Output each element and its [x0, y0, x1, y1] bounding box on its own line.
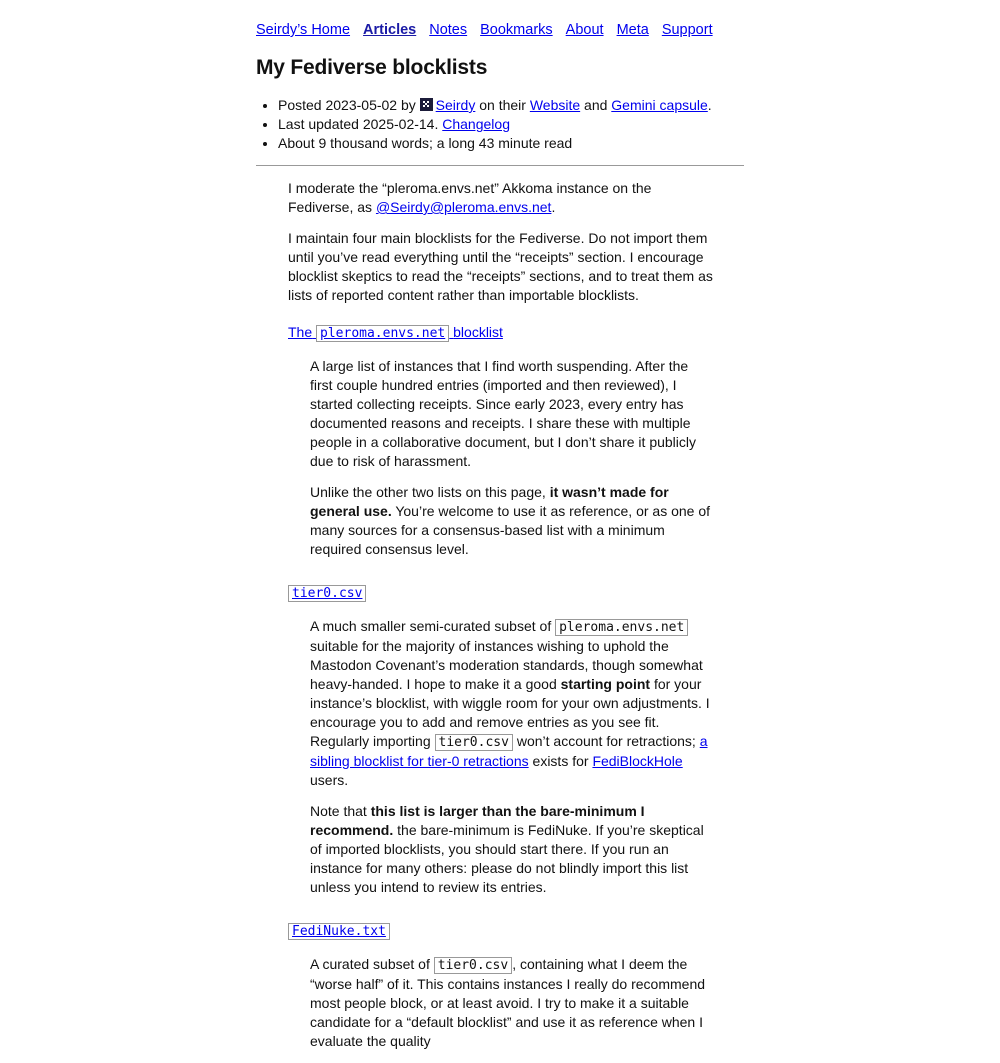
changelog-link[interactable]: Changelog	[442, 116, 510, 132]
para-text: Unlike the other two lists on this page,	[310, 484, 546, 500]
fedinuke-link[interactable]	[288, 922, 390, 938]
intro-paragraph: I moderate the “pleroma.envs.net” Akkoma instance on the Fediverse, as @Seirdy@pleroma.envs.net.	[288, 180, 652, 215]
nav-link-articles[interactable]: Articles	[363, 22, 417, 38]
nav-link-bookmarks[interactable]: Bookmarks	[480, 22, 553, 38]
heading-code: FediNuke.txt	[288, 923, 390, 940]
nav-link-meta[interactable]: Meta	[616, 22, 649, 38]
post-meta	[256, 96, 712, 153]
section-heading-pleroma	[288, 323, 718, 343]
section-heading-tier0	[288, 583, 718, 603]
section-paragraph	[310, 483, 710, 559]
retractions-link[interactable]: a sibling blocklist for tier-0 retractions	[310, 733, 708, 769]
article-body	[288, 179, 718, 1063]
meta-posted	[278, 96, 712, 115]
para-text: A curated subset of	[310, 956, 430, 972]
para-bold: starting point	[560, 676, 651, 692]
section-paragraph	[310, 955, 710, 1051]
gemini-link[interactable]: Gemini capsule	[611, 97, 708, 113]
account-link[interactable]: @Seirdy@pleroma.envs.net	[375, 199, 552, 215]
intro-text: I moderate the “pleroma.envs.net” Akkoma instance on the Fediverse, as	[288, 180, 652, 215]
author-avatar-icon	[420, 98, 433, 111]
nav-link-support[interactable]: Support	[661, 22, 713, 38]
nav-link-notes[interactable]: Notes	[429, 22, 468, 38]
section-paragraph: A large list of instances that I find worth suspending. After the first couple hundred entries (imported and then reviewed), I started collecting receipts. Since early 2023, every entry has documented reasons and receipts. I share these with multiple people in a collaborative document, but I don’t share it publicly due to risk of harassment.	[310, 358, 697, 469]
inline-code: tier0.csv	[435, 734, 513, 751]
para-bold: it wasn’t made for general use.	[310, 484, 669, 519]
meta-text: on their	[479, 97, 526, 113]
heading-code: pleroma.envs.net	[316, 325, 449, 342]
para-text: , containing what I deem the “worse half” of it. This contains instances I really do recommend most people block, or at least avoid. I try to make it a suitable candidate for a “default blocklist” and use it as reference when I evaluate the quality	[310, 956, 706, 1049]
para-bold: this list is larger than the bare-minimum I recommend.	[310, 803, 645, 838]
section-body-pleroma	[310, 357, 710, 559]
heading-text: The	[288, 324, 313, 340]
website-link[interactable]: Website	[529, 97, 581, 113]
heading-text: blocklist	[453, 324, 503, 340]
para-text: Note that	[310, 803, 367, 819]
nav-link-about[interactable]: About	[565, 22, 604, 38]
para-text: users.	[310, 772, 349, 788]
meta-updated	[278, 115, 712, 134]
para-text: A much smaller semi-curated subset of	[310, 618, 552, 634]
section-paragraph	[310, 802, 710, 897]
para-text: You’re welcome to use it as reference, or as one of many sources for a consensus-based list with a minimum required consensus level.	[310, 503, 711, 557]
section-body-fedinuke	[310, 955, 710, 1051]
para-text: exists for	[532, 753, 589, 769]
nav-link-home[interactable]: Seirdy’s Home	[256, 22, 351, 38]
para-text: for your instance’s blocklist, with wiggle room for your own adjustments. I encourage you to add and remove entries as you see fit. Regularly importing	[310, 676, 710, 749]
para-text: won’t account for retractions;	[516, 733, 696, 749]
updated-date: Last updated 2025-02-14.	[278, 116, 439, 132]
author-link[interactable]: Seirdy	[435, 97, 476, 113]
pleroma-blocklist-link[interactable]	[288, 324, 503, 340]
para-text: the bare-minimum is FediNuke. If you’re skeptical of imported blocklists, you should start there. If you run an instance for many others: please do not blindly import this list unless you intend to review its entries.	[310, 822, 704, 895]
section-body-tier0	[310, 617, 710, 897]
page-title: My Fediverse blocklists	[256, 56, 488, 79]
section-paragraph	[310, 617, 710, 790]
divider	[256, 165, 744, 166]
inline-code: tier0.csv	[434, 957, 512, 974]
para-text: suitable for the majority of instances wishing to uphold the Mastodon Covenant’s moderation standards, though somewhat heavy-handed. I hope to make it a good	[310, 638, 703, 692]
fediblockhole-link[interactable]: FediBlockHole	[592, 753, 683, 769]
site-nav	[256, 22, 726, 38]
tier0-link[interactable]	[288, 584, 366, 600]
meta-text: .	[707, 97, 712, 113]
intro-paragraph-2: I maintain four main blocklists for the Fediverse. Do not import them until you’ve read everything until the “receipts” section. I encourage blocklist skeptics to read the “receipts” sections, and to treat them as lists of reported content rather than importable blocklists.	[288, 230, 713, 303]
section-heading-fedinuke	[288, 921, 718, 941]
heading-code: tier0.csv	[288, 585, 366, 602]
meta-length: • About 9 thousand words; a long 43 minute read	[278, 134, 712, 153]
posted-date: Posted 2023-05-02 by	[278, 97, 416, 113]
inline-code: pleroma.envs.net	[555, 619, 688, 636]
meta-text: and	[584, 97, 608, 113]
